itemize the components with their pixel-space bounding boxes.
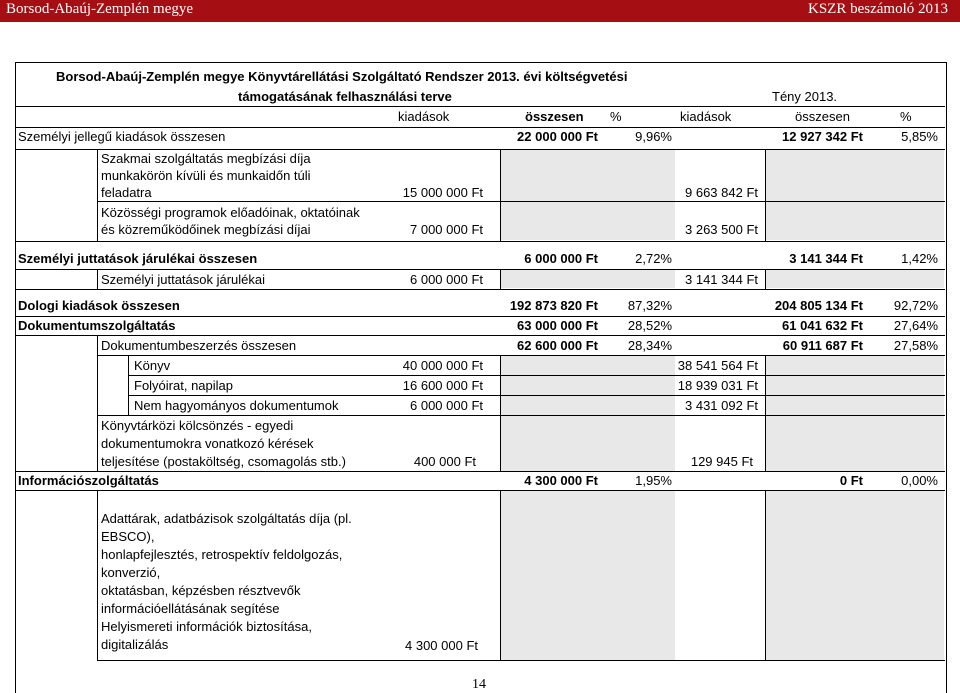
gray-cell (500, 270, 675, 288)
column-divider (765, 355, 766, 471)
cell-osszesen: 192 873 820 Ft (509, 298, 598, 313)
cell-teny-osszesen: 12 927 342 Ft (782, 129, 863, 144)
gray-cell (765, 490, 944, 660)
cell-osszesen: 22 000 000 Ft (517, 129, 598, 144)
row-divider (15, 490, 945, 491)
row-label: Személyi jellegű kiadások összesen (18, 129, 226, 144)
row-label: teljesítése (postaköltség, csomagolás stb.) (101, 454, 346, 469)
cell-teny: 3 431 092 Ft (685, 398, 758, 413)
cell-teny-pct: 0,00% (901, 473, 938, 488)
cell-teny-osszesen: 0 Ft (839, 473, 863, 488)
column-divider (97, 490, 98, 660)
cell-kiadas: 40 000 000 Ft (402, 358, 483, 373)
row-divider (15, 127, 945, 128)
col-header-osszesen: összesen (525, 109, 584, 124)
row-label: Folyóirat, napilap (134, 378, 233, 393)
row-label: információellátásának segítése (101, 601, 280, 616)
cell-kiadas: 4 300 000 Ft (405, 638, 478, 653)
row-label: Szakmai szolgáltatás megbízási díja (101, 151, 311, 166)
row-divider (15, 316, 945, 317)
gray-cell (765, 270, 944, 288)
row-divider (97, 355, 945, 356)
row-divider (15, 241, 945, 242)
cell-osszesen: 6 000 000 Ft (524, 251, 598, 266)
row-label: Dokumentumszolgáltatás (18, 318, 176, 333)
cell-teny: 3 263 500 Ft (685, 222, 758, 237)
row-label: Nem hagyományos dokumentumok (134, 398, 339, 413)
cell-kiadas: 6 000 000 Ft (410, 398, 483, 413)
row-label: Adattárak, adatbázisok szolgáltatás díja (pl. (101, 511, 352, 526)
cell-osszesen: 62 600 000 Ft (517, 338, 598, 353)
row-label: Információszolgáltatás (18, 473, 159, 488)
cell-pct: 9,96% (635, 129, 672, 144)
row-label: dokumentumokra vonatkozó kérések (101, 436, 314, 451)
cell-pct: 1,95% (635, 473, 672, 488)
header-right: KSZR beszámoló 2013 (808, 1, 948, 17)
cell-osszesen: 4 300 000 Ft (524, 473, 598, 488)
column-divider (97, 269, 98, 289)
row-label: feladatra (101, 185, 152, 200)
cell-teny-osszesen: 61 041 632 Ft (782, 318, 863, 333)
row-label: és közreműködőinek megbízási díjai (101, 222, 311, 237)
col-header-teny-pct: % (900, 109, 912, 124)
row-label: Könyvtárközi kölcsönzés - egyedi (101, 418, 294, 433)
cell-kiadas: 6 000 000 Ft (410, 272, 483, 287)
row-label: EBSCO), (101, 529, 155, 544)
row-label: Dologi kiadások összesen (18, 298, 180, 313)
column-divider (765, 490, 766, 660)
cell-teny-pct: 5,85% (901, 129, 938, 144)
row-divider (128, 375, 945, 376)
row-label: Könyv (134, 358, 171, 373)
col-header-pct: % (610, 109, 622, 124)
row-label: digitalizálás (101, 637, 169, 652)
row-label: Közösségi programok előadóinak, oktatóinak (101, 205, 360, 220)
cell-teny: 9 663 842 Ft (685, 185, 758, 200)
cell-osszesen: 63 000 000 Ft (517, 318, 598, 333)
row-divider (128, 395, 945, 396)
column-divider (500, 149, 501, 241)
teny-label: Tény 2013. (772, 89, 838, 104)
gray-cell (500, 490, 675, 660)
column-divider (765, 149, 766, 241)
cell-teny-osszesen: 60 911 687 Ft (782, 338, 863, 353)
gray-cell (765, 356, 944, 471)
row-divider (15, 335, 945, 336)
page-header (0, 0, 960, 22)
gray-cell (765, 150, 944, 240)
column-divider (97, 149, 98, 241)
row-divider (15, 149, 945, 150)
row-label: konverzió, (101, 565, 161, 580)
cell-teny: 3 141 344 Ft (685, 272, 758, 287)
row-divider (97, 660, 945, 661)
cell-kiadas: 16 600 000 Ft (402, 378, 483, 393)
cell-teny-pct: 1,42% (901, 251, 938, 266)
row-divider (15, 106, 945, 107)
row-label: munkakörön kívüli és munkaidőn túli (101, 168, 311, 183)
cell-teny-osszesen: 3 141 344 Ft (789, 251, 863, 266)
row-label: Személyi juttatások járulékai összesen (18, 251, 258, 266)
column-divider (500, 269, 501, 289)
gray-cell (500, 150, 675, 240)
gray-cell (500, 356, 675, 471)
cell-teny-pct: 27,64% (893, 318, 938, 333)
row-label: Személyi juttatások járulékai (101, 272, 266, 287)
table-title-line1: Borsod-Abaúj-Zemplén megye Könyvtárellátási Szolgáltató Rendszer 2013. évi költségvetési (56, 69, 628, 84)
column-divider (128, 355, 129, 415)
cell-kiadas: 15 000 000 Ft (402, 185, 483, 200)
column-divider (97, 335, 98, 471)
cell-teny: 38 541 564 Ft (677, 358, 758, 373)
row-label: honlapfejlesztés, retrospektív feldolgozás, (101, 547, 343, 562)
column-divider (500, 490, 501, 660)
cell-pct: 2,72% (635, 251, 672, 266)
cell-teny-pct: 92,72% (893, 298, 938, 313)
row-divider (15, 269, 945, 270)
column-divider (765, 269, 766, 289)
cell-pct: 28,52% (627, 318, 672, 333)
cell-pct: 87,32% (627, 298, 672, 313)
page-number: 14 (472, 677, 486, 692)
cell-kiadas: 400 000 Ft (413, 454, 476, 469)
cell-pct: 28,34% (627, 338, 672, 353)
table-title-line2: támogatásának felhasználási terve (238, 89, 452, 104)
cell-teny-osszesen: 204 805 134 Ft (774, 298, 863, 313)
row-divider (97, 201, 945, 202)
col-header-teny-osszesen: összesen (795, 109, 850, 124)
row-divider (97, 415, 945, 416)
col-header-teny-kiadasok: kiadások (680, 109, 732, 124)
header-left: Borsod-Abaúj-Zemplén megye (6, 1, 194, 17)
row-label: Helyismereti információk biztosítása, (101, 619, 312, 634)
cell-teny-pct: 27,58% (893, 338, 938, 353)
cell-teny: 18 939 031 Ft (677, 378, 758, 393)
column-divider (500, 355, 501, 471)
cell-teny: 129 945 Ft (690, 454, 753, 469)
row-divider (15, 471, 945, 472)
row-label: Dokumentumbeszerzés összesen (101, 338, 297, 353)
cell-kiadas: 7 000 000 Ft (410, 222, 483, 237)
row-label: oktatásban, képzésben résztvevők (101, 583, 301, 598)
row-divider (15, 289, 945, 290)
col-header-kiadasok: kiadások (398, 109, 450, 124)
